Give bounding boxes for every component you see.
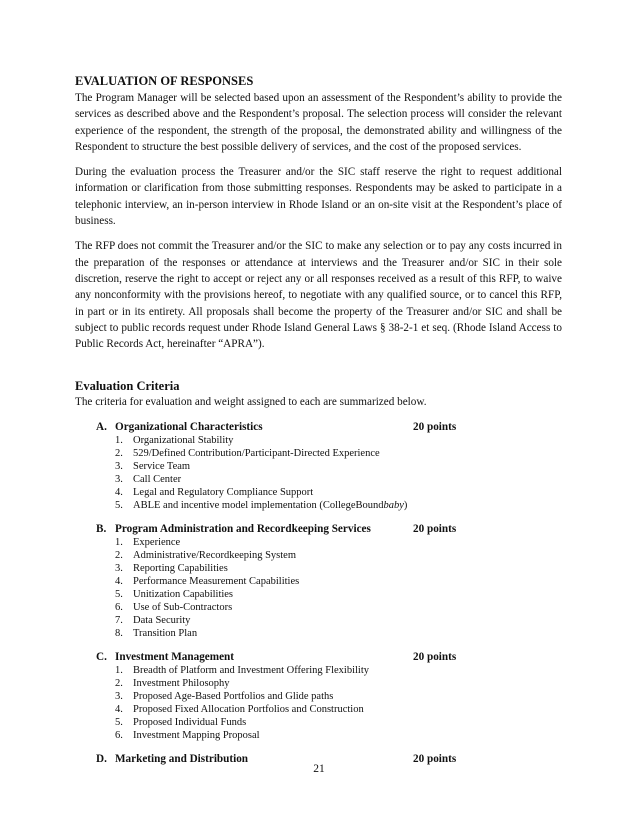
criteria-item (96, 690, 562, 703)
criteria-item-italic-text: baby (383, 500, 404, 512)
criteria-item-number: 4. (115, 487, 123, 499)
criteria-section-title: Marketing and Distribution (115, 753, 249, 766)
criteria-section-letter: D. (96, 753, 107, 766)
criteria-item-number: 6. (115, 602, 123, 614)
criteria-item-number: 4. (115, 704, 123, 716)
criteria-section-letter: C. (96, 651, 107, 664)
criteria-item-text: Administrative/Recordkeeping System (133, 550, 297, 562)
criteria-item-text: Data Security (133, 615, 191, 627)
criteria-section-letter: A. (96, 421, 107, 434)
criteria-item-list (96, 536, 562, 640)
criteria-item (96, 627, 562, 640)
criteria-section-points: 20 points (413, 753, 457, 766)
criteria-intro: The criteria for evaluation and weight assigned to each are summarized below. (75, 396, 427, 409)
criteria-item (96, 473, 562, 486)
criteria-item-text: Proposed Fixed Allocation Portfolios and Construction (133, 704, 364, 716)
criteria-item-text: Proposed Individual Funds (133, 717, 247, 729)
evaluation-heading: EVALUATION OF RESPONSES (75, 74, 254, 88)
criteria-item-number: 2. (115, 448, 123, 460)
criteria-section-title: Investment Management (115, 651, 235, 664)
criteria-item-text: Legal and Regulatory Compliance Support (133, 487, 314, 499)
criteria-item-number: 3. (115, 474, 123, 486)
page-content (75, 73, 562, 776)
criteria-item-number: 1. (115, 435, 123, 447)
criteria-item (96, 729, 562, 742)
criteria-item-number: 3. (115, 461, 123, 473)
criteria-list (96, 420, 562, 766)
criteria-heading: Evaluation Criteria (75, 379, 180, 394)
criteria-section (96, 420, 562, 512)
criteria-item-text: 529/Defined Contribution/Participant-Directed Experience (133, 448, 380, 460)
criteria-section-header (96, 420, 562, 434)
criteria-item-list (96, 434, 562, 512)
criteria-item-text: Reporting Capabilities (133, 563, 228, 575)
criteria-item-text: Investment Mapping Proposal (133, 730, 260, 742)
criteria-section-title: Organizational Characteristics (115, 421, 263, 434)
criteria-item (96, 664, 562, 677)
criteria-section (96, 650, 562, 742)
criteria-item-text: ABLE and incentive model implementation (CollegeBound (133, 500, 384, 512)
criteria-section (96, 522, 562, 640)
criteria-item-number: 4. (115, 576, 123, 588)
criteria-section-points: 20 points (413, 523, 457, 536)
criteria-section-points: 20 points (413, 421, 457, 434)
criteria-item-number: 5. (115, 717, 123, 729)
criteria-item-number: 6. (115, 730, 123, 742)
criteria-item-text: Performance Measurement Capabilities (133, 576, 300, 588)
criteria-item-number: 2. (115, 550, 123, 562)
criteria-item (96, 434, 562, 447)
criteria-section-header (96, 522, 562, 536)
criteria-item (96, 486, 562, 499)
criteria-item (96, 716, 562, 729)
criteria-item-text: Proposed Age-Based Portfolios and Glide paths (133, 691, 334, 703)
criteria-item (96, 447, 562, 460)
evaluation-paragraph-3: The RFP does not commit the Treasurer and/or the SIC to make any selection or to pay any costs incurred in the preparation of the responses or attendance at interviews and the Treasurer and/or SIC in their sole discretion, reserve the right to accept or reject any or all responses received as a result of this RFP, to waive any nonconformity with the provisions hereof, to negotiate with any qualified source, or to cancel this RFP, in part or in its entirety. All proposals shall become the property of the Treasurer and/or SIC and shall be subject to public records request under Rhode Island General Laws § 38-2-1 et seq. (Rhode Island Access to Public Records Act, hereinafter “APRA”). (75, 240, 562, 351)
criteria-item-number: 3. (115, 563, 123, 575)
criteria-item-text: Use of Sub-Contractors (133, 602, 233, 614)
criteria-section-title: Program Administration and Recordkeeping Services (115, 523, 371, 536)
criteria-item (96, 460, 562, 473)
criteria-item-number: 7. (115, 615, 123, 627)
criteria-item-number: 1. (115, 665, 123, 677)
criteria-item-text: Experience (133, 537, 181, 549)
criteria-section-points: 20 points (413, 651, 457, 664)
criteria-item (96, 601, 562, 614)
criteria-section-header (96, 650, 562, 664)
criteria-item-text: Unitization Capabilities (133, 589, 234, 601)
criteria-item (96, 562, 562, 575)
criteria-item (96, 549, 562, 562)
criteria-item-text: Transition Plan (133, 628, 198, 640)
criteria-item-number: 1. (115, 537, 123, 549)
criteria-item (96, 677, 562, 690)
criteria-item-list (96, 664, 562, 742)
criteria-item-number: 5. (115, 500, 123, 512)
criteria-item (96, 499, 562, 512)
criteria-item-text: Call Center (133, 474, 182, 486)
criteria-item-text: Investment Philosophy (133, 678, 230, 690)
criteria-item-number: 2. (115, 678, 123, 690)
criteria-item-text: Breadth of Platform and Investment Offering Flexibility (133, 665, 370, 677)
criteria-section-letter: B. (96, 523, 107, 536)
criteria-item-text: Organizational Stability (133, 435, 234, 447)
criteria-item (96, 614, 562, 627)
criteria-item (96, 575, 562, 588)
evaluation-paragraph-1: The Program Manager will be selected based upon an assessment of the Respondent’s ability to provide the services as described above and the Respondent’s proposal. The selection process will consider the relevant experience of the respondent, the strength of the proposal, the demonstrated ability and willingness of the Respondent to structure the best possible delivery of services, and the cost of the proposed services. (75, 92, 562, 153)
page-number: 21 (313, 763, 325, 775)
criteria-item-number: 5. (115, 589, 123, 601)
criteria-item (96, 703, 562, 716)
criteria-item-suffix: ) (403, 500, 408, 512)
evaluation-paragraph-2: During the evaluation process the Treasurer and/or the SIC staff reserve the right to request additional information or clarification from those submitting responses. Respondents may be asked to participate in a telephonic interview, an in-person interview in Rhode Island or an on-site visit at the Respondent’s place of business. (75, 166, 562, 228)
criteria-item-text: Service Team (133, 461, 191, 473)
criteria-item (96, 588, 562, 601)
criteria-item (96, 536, 562, 549)
criteria-item-number: 3. (115, 691, 123, 703)
criteria-item-number: 8. (115, 628, 123, 640)
